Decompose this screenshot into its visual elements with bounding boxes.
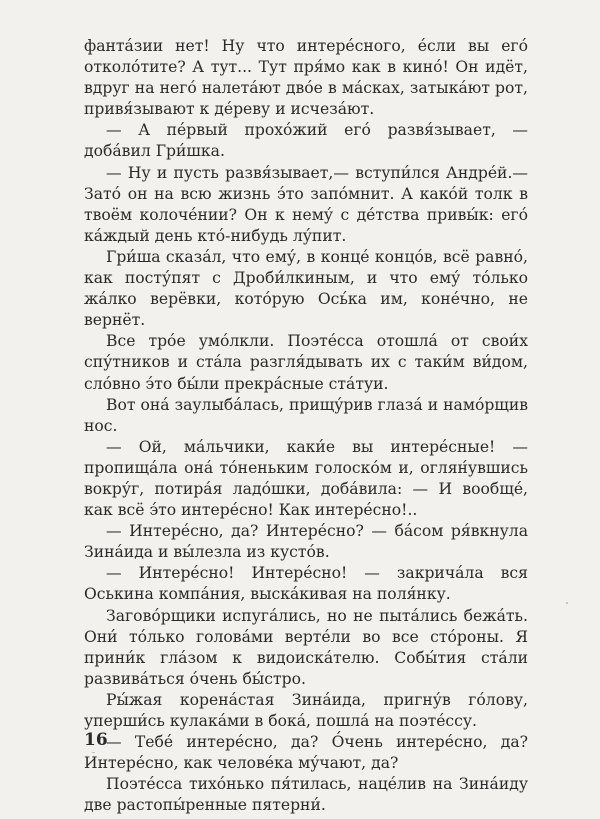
paragraph-3: — Ну и пусть развя́зывает,— вступи́лся Андре́й.— Зато́ он на всю жизнь э́то запо́мнит. А како́й толк в твоём колоче́нии? Он к нему́ с де́тства привы́к: его́ ка́ждый день кто́-нибудь лу́пит. [84, 163, 528, 245]
paragraph-4: Гри́ша сказа́л, что ему́, в конце́ концо́в, всё равно́, как посту́пят с Дроби́лкиным, и что ему́ то́лько жа́лко верёвки, кото́рую Ось́ка им, коне́чно, не вернёт. [84, 247, 528, 330]
page-number: 16 [84, 730, 108, 750]
paragraph-13: Поэте́сса тихо́нько пя́тилась, наце́лив на Зина́иду две растопы́ренные пятерни́. [84, 775, 528, 815]
paragraph-8: — Интере́сно, да? Интере́сно? — ба́сом ря́вкнула Зина́ида и вы́лезла из кусто́в. [84, 522, 528, 562]
paragraph-1: фанта́зии нет! Ну что интере́сного, е́сли вы его́ отколо́тите? А тут... Тут пря́мо как в кино́! Он идёт, вдруг на него́ налета́ют дво́е в ма́сках, затыка́ют рот, привя́зывают к де́реву и исчеза́ют. [84, 37, 528, 119]
paragraph-2: — А пе́рвый прохо́жий его́ развя́зывает, — доба́вил Гри́шка. [84, 121, 528, 161]
paragraph-12: — Тебе́ интере́сно, да? О́чень интере́сно, да? Интере́сно, как челове́ка му́чают, да? [84, 733, 528, 773]
paper-speck [566, 602, 568, 604]
paragraph-11: Ры́жая корена́стая Зина́ида, пригну́в го́лову, уперши́сь кулака́ми в бока́, пошла́ на поэте́ссу. [84, 690, 528, 730]
paragraph-6: Вот она́ заулыба́лась, прищу́рив глаза́ и намо́рщив нос. [84, 395, 528, 435]
paragraph-9: — Интере́сно! Интере́сно! — закрича́ла вся Оськина компа́ния, выска́кивая на поля́нку. [84, 564, 528, 604]
page-text [84, 36, 528, 816]
paper-speck [92, 752, 95, 753]
paragraph-5: Все тро́е умо́лкли. Поэте́сса отошла́ от свои́х спу́тников и ста́ла разгля́дывать их с таки́м ви́дом, сло́вно э́то бы́ли прекра́сные ста́туи. [84, 332, 528, 393]
paragraph-7: — Ой, ма́льчики, каки́е вы интере́сные! — пропища́ла она́ то́неньким голоско́м и, оглян́увшись вокру́г, потира́я ладо́шки, доба́вила: — И вообще́, как всё э́то интере́сно! Как интере́сно!.. [84, 437, 528, 520]
paragraph-10: Загово́рщики испуга́лись, но не пыта́лись бежа́ть. Они́ то́лько голова́ми верте́ли во все сто́роны. Я прини́к гла́зом к видоиска́телю. Собы́тия ста́ли развива́ться о́чень бы́стро. [84, 606, 528, 688]
